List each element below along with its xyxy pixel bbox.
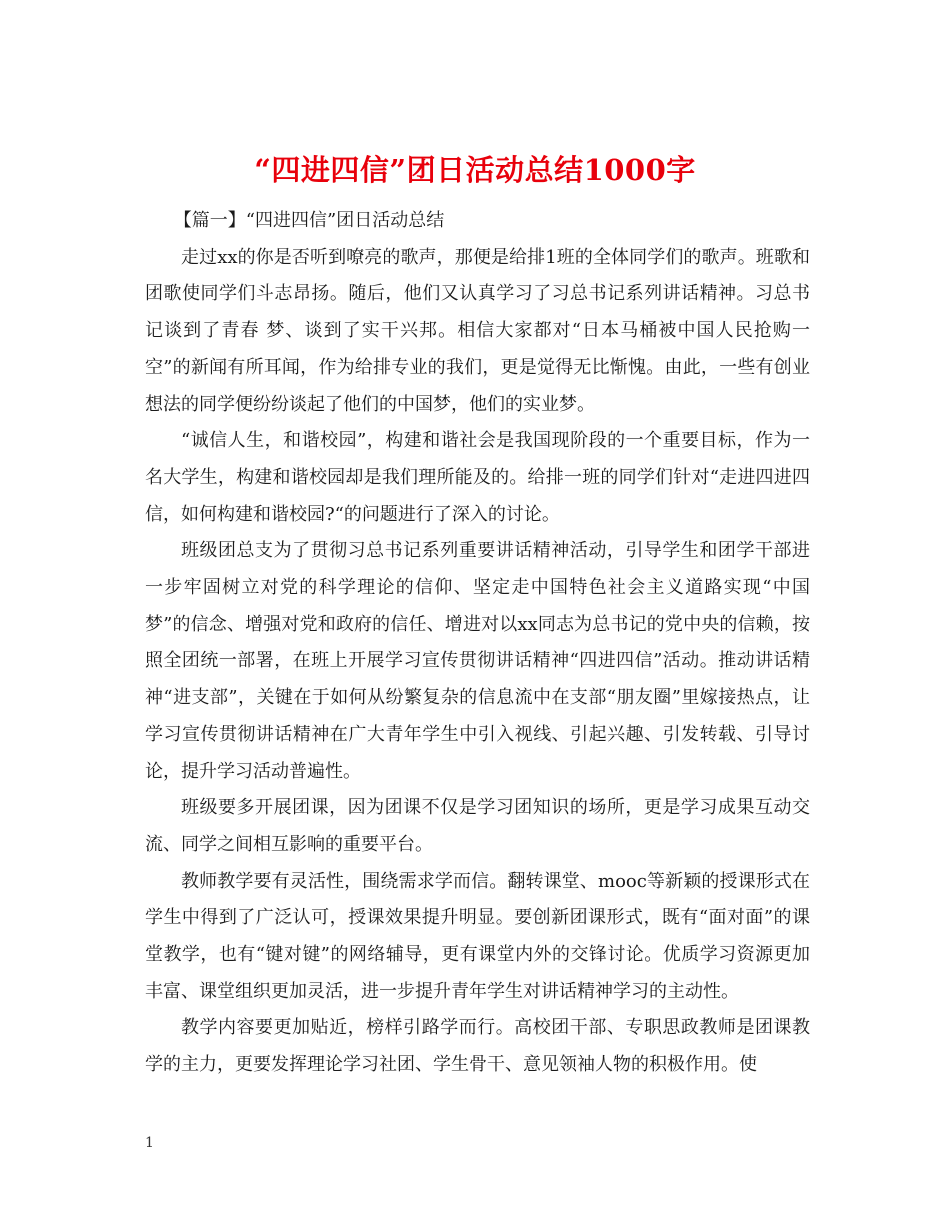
paragraph-4: 班级要多开展团课，因为团课不仅是学习团知识的场所，更是学习成果互动交流、同学之间相互影响的重要平台。 bbox=[145, 797, 810, 855]
paragraph-6: 教学内容要更加贴近，榜样引路学而行。高校团干部、专职思政教师是团课教学的主力，更要发挥理论学习社团、学生骨干、意见领袖人物的积极作用。使 bbox=[145, 1017, 810, 1076]
document-title: “四进四信”团日活动总结1000字 bbox=[254, 153, 696, 188]
section-heading: 【篇一】“四进四信”团日活动总结 bbox=[173, 210, 445, 231]
page-number: 1 bbox=[145, 1135, 154, 1151]
paragraph-3: 班级团总支为了贯彻习总书记系列重要讲话精神活动，引导学生和团学干部进一步牢固树立对党的科学理论的信仰、坚定走中国特色社会主义道路实现“中国梦”的信念、增强对党和政府的信任、增进对以xx同志为总书记的党中央的信赖，按照全团统一部署，在班上开展学习宣传贯彻讲话精神“四进四信”活动。推动讲话精神“进支部”，关键在于如何从纷繁复杂的信息流中在支部“朋友圈”里嫁接热点，让学习宣传贯彻讲话精神在广大青年学生中引入视线、引起兴趣、引发转载、引导讨论，提升学习活动普遍性。 bbox=[145, 540, 810, 782]
paragraph-2: “诚信人生，和谐校园”，构建和谐社会是我国现阶段的一个重要目标，作为一名大学生，构建和谐校园却是我们理所能及的。给排一班的同学们针对“走进四进四信，如何构建和谐校园?“的问题进行了深入的讨论。 bbox=[145, 430, 810, 525]
paragraph-1: 走过xx的你是否听到嘹亮的歌声，那便是给排1班的全体同学们的歌声。班歌和团歌使同学们斗志昂扬。随后，他们又认真学习了习总书记系列讲话精神。习总书记谈到了青春 梦、谈到了实干兴邦。相信大家都对“日本马桶被中国人民抢购一空”的新闻有所耳闻，作为给排专业的我们，更是觉得无比惭愧。由此，一些有创业想法的同学便纷纷谈起了他们的中国梦，他们的实业梦。 bbox=[145, 246, 810, 415]
document-body bbox=[145, 203, 810, 1084]
paragraph-5: 教师教学要有灵活性，围绕需求学而信。翻转课堂、mooc等新颖的授课形式在学生中得到了广泛认可，授课效果提升明显。要创新团课形式，既有“面对面”的课堂教学，也有“键对键”的网络辅导，更有课堂内外的交锋讨论。优质学习资源更加丰富、课堂组织更加灵活，进一步提升青年学生对讲话精神学习的主动性。 bbox=[145, 870, 810, 1002]
